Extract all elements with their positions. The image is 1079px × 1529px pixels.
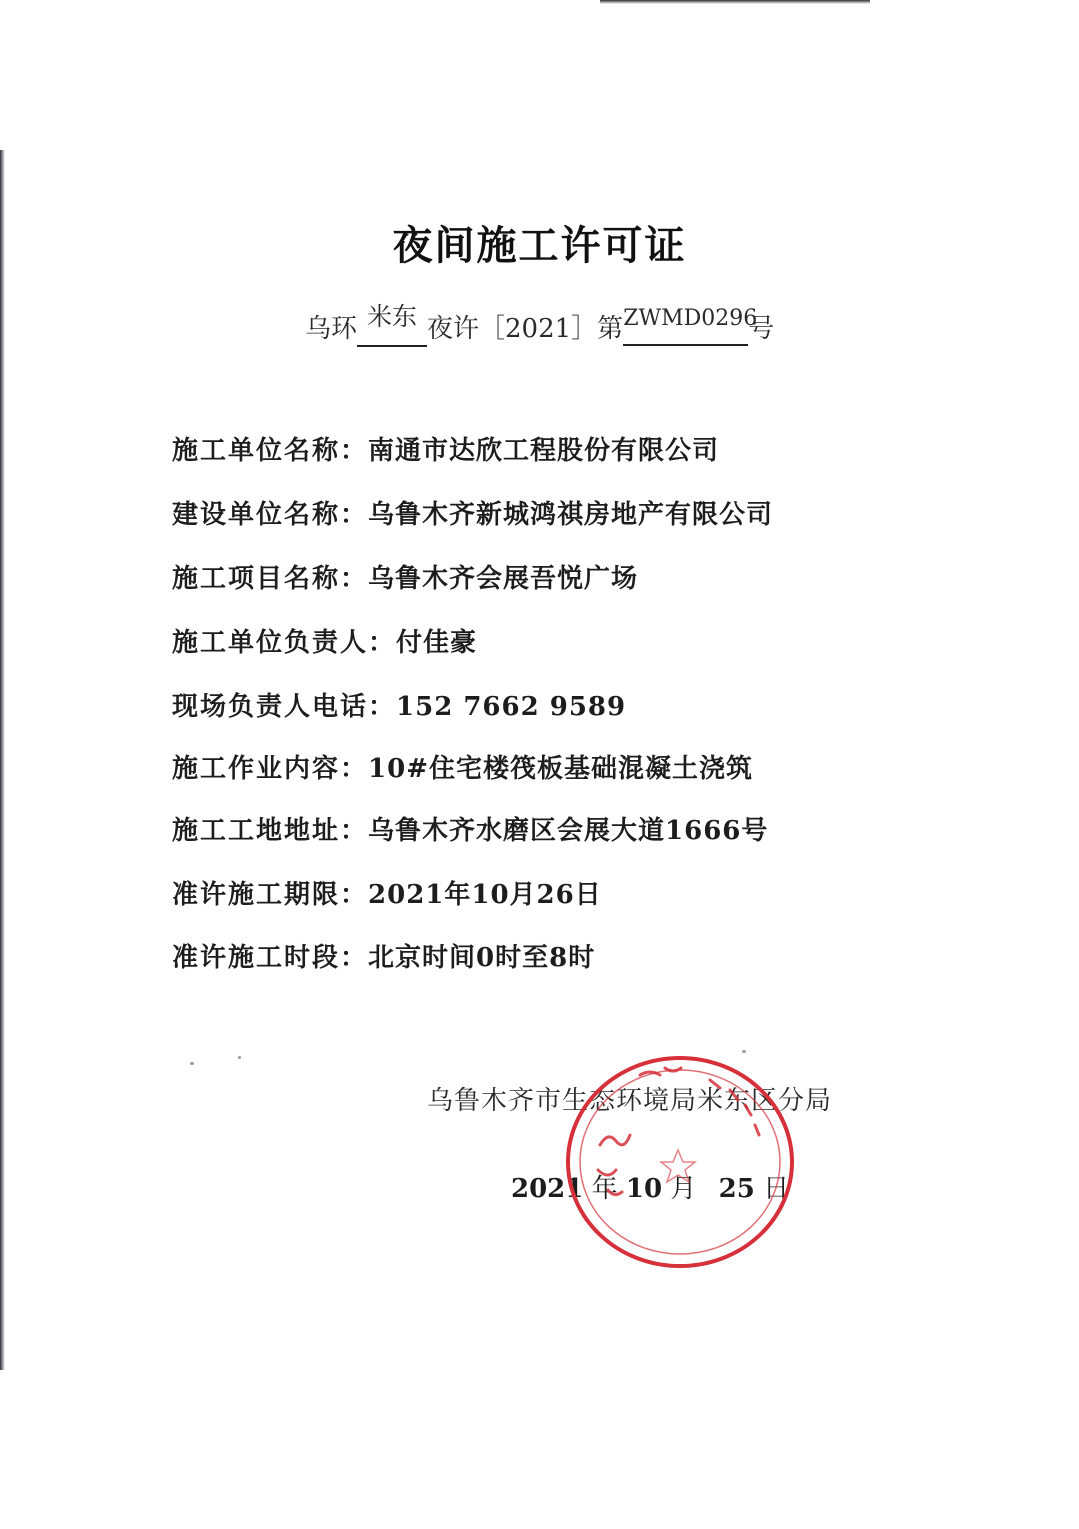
field-unit-leader [172, 622, 477, 659]
field-project-name [172, 558, 638, 595]
field-value: 南通市达欣工程股份有限公司 [368, 436, 720, 466]
field-site-phone [172, 686, 626, 723]
seal-outer-ring [568, 1058, 792, 1266]
field-value: 北京时间0时至8时 [368, 943, 596, 973]
seal-script-mark [598, 1135, 630, 1195]
field-label: 施工工地地址： [172, 816, 369, 846]
sign-day: 25 [718, 1174, 755, 1204]
permit-district-field [357, 302, 427, 347]
field-label: 建设单位名称： [172, 500, 369, 530]
field-label: 施工单位名称： [172, 436, 369, 466]
field-value: 152 7662 9589 [396, 692, 627, 722]
field-label: 施工项目名称： [172, 564, 369, 594]
field-label: 现场负责人电话： [172, 692, 397, 722]
seal-inner-ring [580, 1070, 780, 1254]
permit-middle: 夜许［2021］第 [427, 314, 624, 344]
sign-month: 10 [625, 1174, 663, 1204]
field-permit-hours [172, 937, 595, 974]
seal-script-mark [710, 1080, 759, 1135]
field-label: 施工作业内容： [172, 754, 369, 784]
field-value: 10#住宅楼筏板基础混凝土浇筑 [368, 754, 753, 784]
field-value: 2021年10月26日 [368, 880, 602, 910]
field-value: 乌鲁木齐水磨区会展大道1666号 [368, 816, 769, 846]
field-construction-unit [172, 430, 719, 467]
field-value: 乌鲁木齐新城鸿祺房地产有限公司 [368, 500, 774, 530]
permit-number-line [305, 302, 775, 347]
field-value: 付佳豪 [396, 628, 478, 658]
field-permit-period [172, 874, 602, 911]
document-title: 夜间施工许可证 [392, 222, 687, 269]
sign-year-unit: 年 [591, 1174, 618, 1204]
field-label: 准许施工期限： [172, 880, 369, 910]
permit-district: 米东 [367, 302, 418, 331]
permit-suffix: 号 [748, 314, 775, 344]
scan-edge-top [600, 0, 870, 4]
permit-prefix: 乌环 [305, 314, 358, 344]
seal-star-mark [661, 1150, 695, 1182]
scan-speck [190, 1062, 194, 1065]
field-work-content [172, 748, 753, 785]
scan-edge-left [0, 150, 5, 1370]
sign-day-unit: 日 [763, 1174, 790, 1204]
scan-speck [238, 1056, 241, 1059]
permit-number-field [623, 306, 758, 346]
field-label: 施工单位负责人： [172, 628, 397, 658]
issuing-authority: 乌鲁木齐市生态环境局米东区分局 [427, 1086, 833, 1116]
official-seal [560, 1050, 800, 1275]
sign-month-unit: 月 [670, 1174, 697, 1204]
field-developer [172, 494, 773, 531]
permit-number: ZWMD0296 [623, 306, 758, 331]
sign-year: 2021 [511, 1174, 584, 1204]
field-site-address [172, 810, 768, 847]
field-label: 准许施工时段： [172, 943, 369, 973]
field-value: 乌鲁木齐会展吾悦广场 [368, 564, 639, 594]
